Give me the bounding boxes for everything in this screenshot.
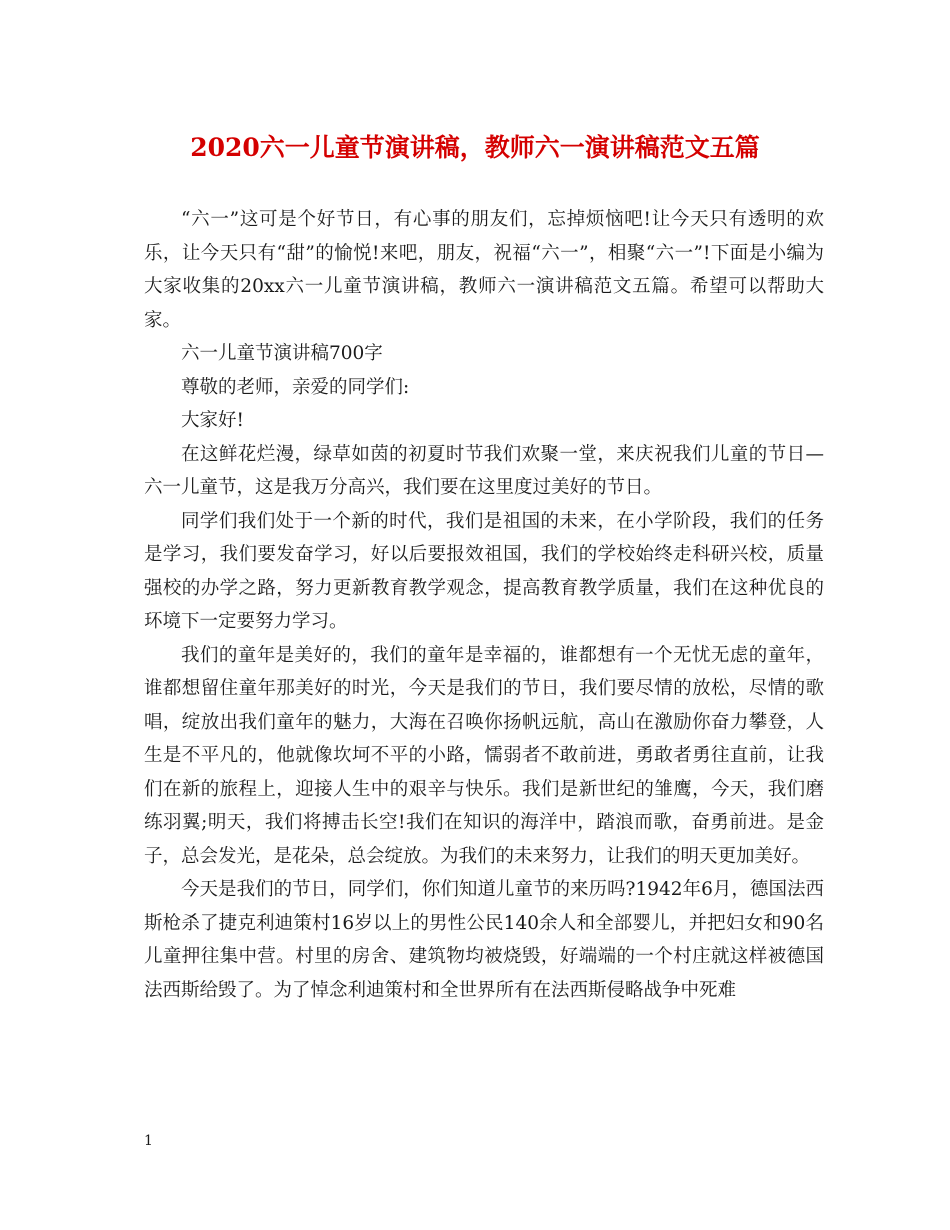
paragraph-intro: “六一”这可是个好节日，有心事的朋友们，忘掉烦恼吧!让今天只有透明的欢乐，让今天只有“甜”的愉悦!来吧，朋友，祝福“六一”，相聚“六一”!下面是小编为大家收集的20xx六一儿童节演讲稿，教师六一演讲稿范文五篇。希望可以帮助大家。 (144, 209, 824, 331)
page-number: 1 (144, 1133, 153, 1149)
salutation: 尊敬的老师，亲爱的同学们: (181, 376, 410, 398)
section-heading: 六一儿童节演讲稿700字 (181, 343, 383, 364)
paragraph: 今天是我们的节日，同学们，你们知道儿童节的来历吗?1942年6月，德国法西斯枪杀了捷克利迪策村16岁以上的男性公民140余人和全部婴儿，并把妇女和90名儿童押往集中营。村里的房舍、建筑物均被烧毁，好端端的一个村庄就这样被德国法西斯给毁了。为了悼念利迪策村和全世界所有在法西斯侵略战争中死难 (144, 879, 824, 1001)
paragraph: 在这鲜花烂漫，绿草如茵的初夏时节我们欢聚一堂，来庆祝我们儿童的节日—六一儿童节，这是我万分高兴，我们要在这里度过美好的节日。 (144, 443, 824, 498)
paragraph: 我们的童年是美好的，我们的童年是幸福的，谁都想有一个无忧无虑的童年，谁都想留住童年那美好的时光，今天是我们的节日，我们要尽情的放松，尽情的歌唱，绽放出我们童年的魅力，大海在召唤你扬帆远航，高山在激励你奋力攀登，人生是不平凡的，他就像坎坷不平的小路，懦弱者不敢前进，勇敢者勇往直前，让我们在新的旅程上，迎接人生中的艰辛与快乐。我们是新世纪的雏鹰，今天，我们磨练羽翼;明天，我们将搏击长空!我们在知识的海洋中，踏浪而歌，奋勇前进。是金子，总会发光，是花朵，总会绽放。为我们的未来努力，让我们的明天更加美好。 (144, 644, 824, 867)
greeting: 大家好! (181, 410, 244, 431)
paragraph: 同学们我们处于一个新的时代，我们是祖国的未来，在小学阶段，我们的任务是学习，我们要发奋学习，好以后要报效祖国，我们的学校始终走科研兴校，质量强校的办学之路，努力更新教育教学观念，提高教育教学质量，我们在这种优良的环境下一定要努力学习。 (144, 510, 824, 632)
document-body (144, 203, 824, 1007)
document-title: 2020六一儿童节演讲稿，教师六一演讲稿范文五篇 (190, 133, 760, 162)
